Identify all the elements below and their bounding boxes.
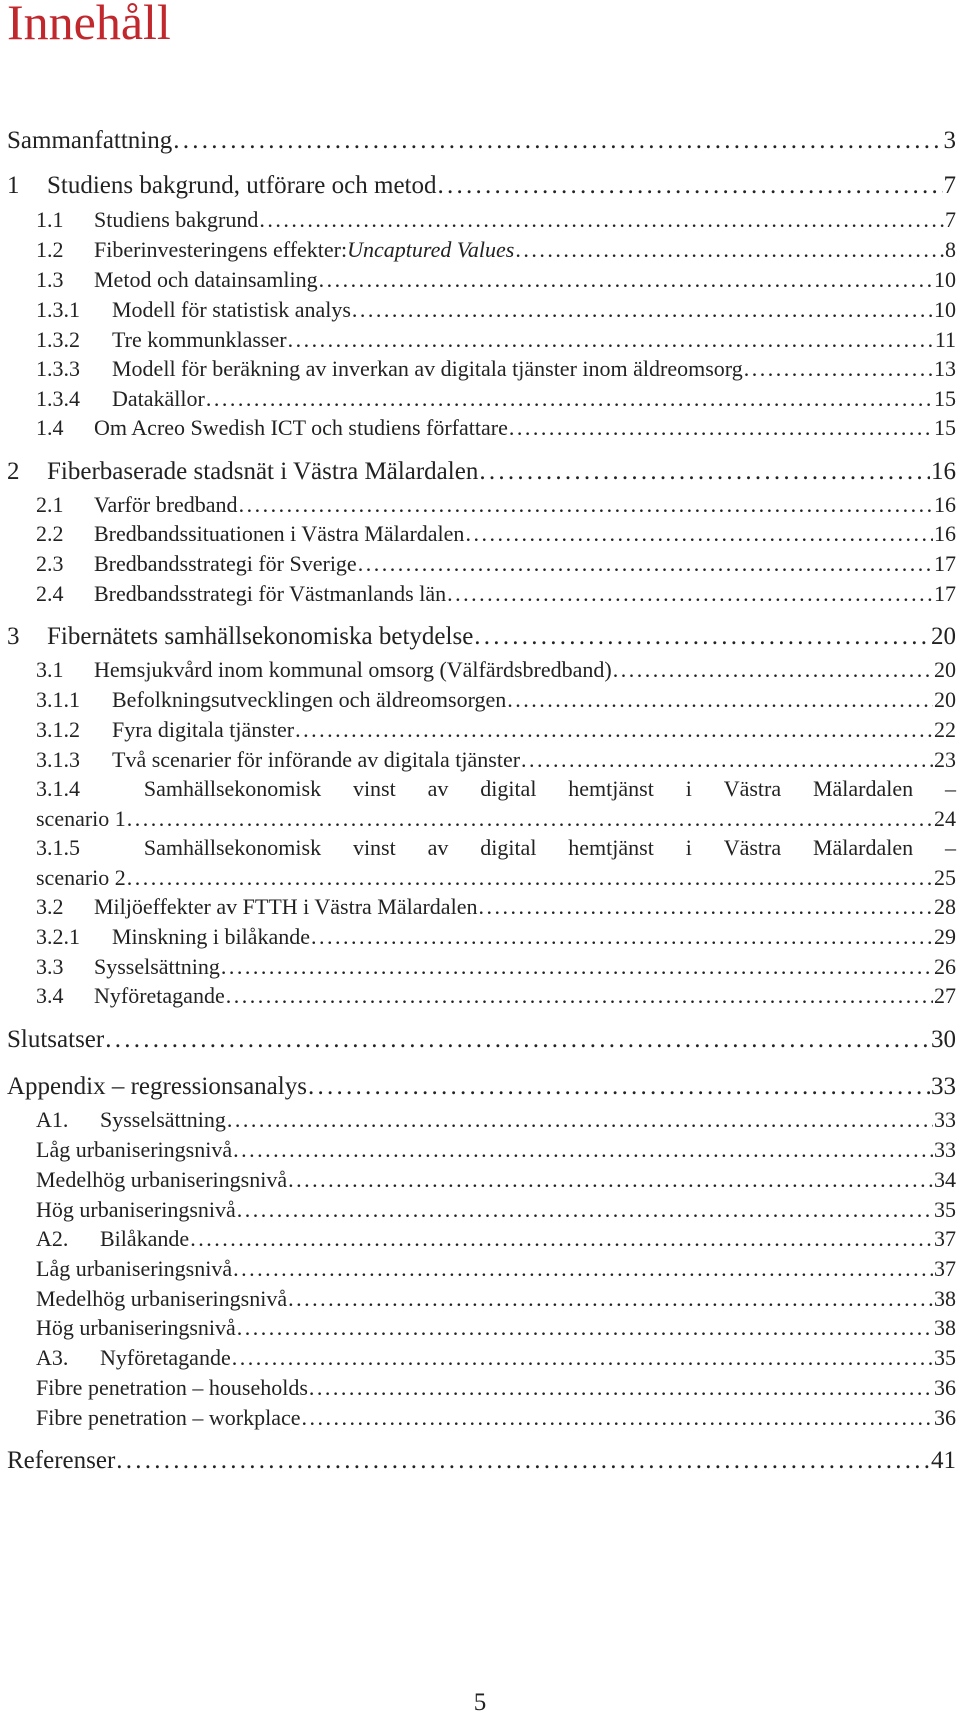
toc-entry-number: 3.1.2 xyxy=(36,717,80,742)
toc-entry-word: Västra xyxy=(723,776,782,801)
dot-leader xyxy=(509,415,933,441)
toc-entry-page: 7 xyxy=(945,207,956,232)
toc-entry[interactable] xyxy=(0,835,956,891)
toc-entry[interactable] xyxy=(0,237,956,263)
toc-entry[interactable] xyxy=(0,207,956,233)
dot-leader xyxy=(116,1446,930,1476)
toc-entry[interactable] xyxy=(0,983,956,1009)
toc-entry[interactable] xyxy=(0,954,956,980)
toc-entry-number: A3. xyxy=(36,1345,69,1370)
toc-entry-page: 15 xyxy=(934,415,956,440)
toc-entry[interactable] xyxy=(0,1197,956,1223)
toc-entry-page: 28 xyxy=(934,894,956,919)
toc-entry-page: 24 xyxy=(934,806,956,831)
dot-leader xyxy=(233,1137,933,1163)
toc-entry-page: 33 xyxy=(931,1073,956,1100)
dot-leader xyxy=(507,687,933,713)
toc-entry-page: 25 xyxy=(934,865,956,890)
toc-entry-label: Hög urbaniseringsnivå xyxy=(36,1315,236,1340)
toc-entry[interactable] xyxy=(0,1107,956,1133)
toc-entry-page: 26 xyxy=(934,954,956,979)
toc-entry-page: 38 xyxy=(934,1286,956,1311)
dot-leader xyxy=(319,267,933,293)
toc-entry-label: Studiens bakgrund, utförare och metod xyxy=(47,172,437,199)
toc-entry-number: 1.1 xyxy=(36,207,64,232)
toc-entry-number: 3.2 xyxy=(36,894,64,919)
dot-leader xyxy=(239,492,933,518)
toc-entry-number: 3.2.1 xyxy=(36,924,80,949)
toc-entry-number: 3 xyxy=(7,623,20,650)
dot-leader xyxy=(447,581,933,607)
toc-entry-number: 3.1.4 xyxy=(36,776,80,801)
toc-entry-number: 3.1.3 xyxy=(36,747,80,772)
toc-entry-page: 16 xyxy=(934,492,956,517)
toc-entry-number: 1.3.3 xyxy=(36,356,80,381)
toc-entry-number: 3.3 xyxy=(36,954,64,979)
toc-entry[interactable] xyxy=(0,1025,956,1055)
toc-entry-page: 22 xyxy=(934,717,956,742)
toc-entry-word: i xyxy=(685,835,692,860)
dot-leader xyxy=(259,207,944,233)
toc-entry-number: A2. xyxy=(36,1226,69,1251)
toc-entry-label: Medelhög urbaniseringsnivå xyxy=(36,1286,288,1311)
dot-leader xyxy=(105,1025,930,1055)
toc-entry-number: 1.3 xyxy=(36,267,64,292)
toc-entry-label: Hemsjukvård inom kommunal omsorg (Välfärdsbredband) xyxy=(94,657,612,682)
toc-entry-word: av xyxy=(427,835,449,860)
dot-leader xyxy=(288,1286,933,1312)
dot-leader xyxy=(302,1405,933,1431)
toc-entry-word: vinst xyxy=(352,776,396,801)
toc-entry-number: 3.4 xyxy=(36,983,64,1008)
toc-entry-label: Nyföretagande xyxy=(94,983,225,1008)
toc-entry[interactable] xyxy=(0,1226,956,1252)
toc-entry-label: Låg urbaniseringsnivå xyxy=(36,1256,233,1281)
toc-entry-page: 30 xyxy=(931,1026,956,1053)
toc-entry-label: Nyföretagande xyxy=(100,1345,231,1370)
dot-leader xyxy=(227,1107,933,1133)
toc-entry[interactable] xyxy=(0,267,956,293)
dot-leader xyxy=(479,457,930,487)
toc-entry[interactable] xyxy=(0,327,956,353)
toc-entry[interactable] xyxy=(0,1375,956,1401)
toc-entry-word: Samhällsekonomisk xyxy=(143,835,322,860)
dot-leader xyxy=(613,657,933,683)
toc-entry-page: 33 xyxy=(934,1107,956,1132)
dot-leader xyxy=(237,1315,933,1341)
toc-entry[interactable] xyxy=(0,492,956,518)
toc-entry-page: 11 xyxy=(934,327,956,352)
toc-entry-number: A1. xyxy=(36,1107,69,1132)
dot-leader xyxy=(127,865,933,891)
toc-entry-label: Modell för beräkning av inverkan av digitala tjänster inom äldreomsorg xyxy=(112,356,743,381)
toc-entry[interactable] xyxy=(0,622,956,652)
toc-entry[interactable] xyxy=(0,551,956,577)
toc-entry-label: Medelhög urbaniseringsnivå xyxy=(36,1167,288,1192)
toc-entry[interactable] xyxy=(0,1446,956,1476)
toc-entry-page: 3 xyxy=(943,127,956,154)
toc-entry[interactable] xyxy=(0,687,956,713)
toc-entry[interactable] xyxy=(0,924,956,950)
toc-entry-page: 17 xyxy=(934,551,956,576)
toc-entry[interactable] xyxy=(0,657,956,683)
dot-leader xyxy=(288,327,934,353)
toc-entry-page: 34 xyxy=(934,1167,956,1192)
toc-entry-word: Samhällsekonomisk xyxy=(143,776,322,801)
toc-entry-page: 37 xyxy=(934,1226,956,1251)
toc-entry-label: Sysselsättning xyxy=(100,1107,226,1132)
dot-leader xyxy=(127,806,933,832)
toc-entry-label: Metod och datainsamling xyxy=(94,267,318,292)
toc-entry-label: Modell för statistisk analys xyxy=(112,297,351,322)
toc-entry-page: 8 xyxy=(945,237,956,262)
toc-entry-label: Bredbandssituationen i Västra Mälardalen xyxy=(94,521,465,546)
toc-entry-label: Studiens bakgrund xyxy=(94,207,259,232)
toc-entry-label: Fyra digitala tjänster xyxy=(112,717,295,742)
toc-entry-label: Fiberbaserade stadsnät i Västra Mälardalen xyxy=(47,458,479,485)
toc-entry-label: Slutsatser xyxy=(7,1026,105,1053)
toc-entry[interactable] xyxy=(0,356,956,382)
toc-entry-label: Låg urbaniseringsnivå xyxy=(36,1137,233,1162)
toc-entry-page: 36 xyxy=(934,1405,956,1430)
toc-entry-label: Bilåkande xyxy=(100,1226,190,1251)
toc-entry-word: i xyxy=(685,776,692,801)
toc-entry-page: 16 xyxy=(931,458,956,485)
toc-entry[interactable] xyxy=(0,1256,956,1282)
toc-entry-word: vinst xyxy=(352,835,396,860)
toc-entry-number: 2.1 xyxy=(36,492,64,517)
toc-entry-label: Referenser xyxy=(7,1447,116,1474)
dot-leader xyxy=(232,1345,933,1371)
toc-entry-label: Sammanfattning xyxy=(7,127,173,154)
toc-entry-number: 1 xyxy=(7,172,20,199)
toc-entry[interactable] xyxy=(0,457,956,487)
toc-entry-page: 15 xyxy=(934,386,956,411)
toc-entry-word: Mälardalen xyxy=(812,835,914,860)
dot-leader xyxy=(308,1072,930,1102)
toc-entry-label: Fibre penetration – workplace xyxy=(36,1405,301,1430)
toc-entry-label: Fiberinvesteringens effekter: xyxy=(94,237,348,262)
toc-entry[interactable] xyxy=(0,1137,956,1163)
toc-entry-label: Miljöeffekter av FTTH i Västra Mälardalen xyxy=(94,894,478,919)
dot-leader xyxy=(311,924,933,950)
dot-leader xyxy=(295,717,933,743)
dot-leader xyxy=(358,551,933,577)
toc-entry-page: 38 xyxy=(934,1315,956,1340)
toc-entry-label: Fibre penetration – households xyxy=(36,1375,308,1400)
toc-entry[interactable] xyxy=(0,776,956,832)
dot-leader xyxy=(173,126,942,156)
page-number: 5 xyxy=(473,1689,487,1716)
toc-entry-page: 37 xyxy=(934,1256,956,1281)
toc-entry-page: 20 xyxy=(931,623,956,650)
toc-entry-label: scenario 2 xyxy=(36,865,126,890)
dot-leader xyxy=(309,1375,933,1401)
toc-entry-label: Appendix – regressionsanalys xyxy=(7,1073,307,1100)
toc-entry-label: scenario 1 xyxy=(36,806,126,831)
dot-leader xyxy=(744,356,933,382)
toc-entry-number: 2.3 xyxy=(36,551,64,576)
toc-entry[interactable] xyxy=(0,126,956,156)
toc-entry-page: 20 xyxy=(934,687,956,712)
toc-entry-label: Om Acreo Swedish ICT och studiens författare xyxy=(94,415,508,440)
dot-leader xyxy=(515,237,944,263)
toc-entry[interactable] xyxy=(0,894,956,920)
toc-entry-number: 1.2 xyxy=(36,237,64,262)
toc-entry[interactable] xyxy=(0,171,956,201)
dot-leader xyxy=(438,171,943,201)
toc-entry-number: 3.1 xyxy=(36,657,64,682)
toc-entry-page: 13 xyxy=(934,356,956,381)
toc-entry-label: Hög urbaniseringsnivå xyxy=(36,1197,236,1222)
toc-entry[interactable] xyxy=(0,1405,956,1431)
toc-entry-word: hemtjänst xyxy=(568,776,654,801)
dot-leader xyxy=(521,747,933,773)
toc-entry-page: 23 xyxy=(934,747,956,772)
toc-entry[interactable] xyxy=(0,581,956,607)
toc-entry[interactable] xyxy=(0,521,956,547)
toc-entry-label: Fibernätets samhällsekonomiska betydelse xyxy=(47,623,474,650)
dot-leader xyxy=(474,622,930,652)
toc-entry[interactable] xyxy=(0,386,956,412)
toc-entry-number: 3.1.5 xyxy=(36,835,80,860)
dot-leader xyxy=(288,1167,933,1193)
toc-entry-number: 1.3.4 xyxy=(36,386,80,411)
toc-entry-page: 27 xyxy=(934,983,956,1008)
toc-entry[interactable] xyxy=(0,415,956,441)
dot-leader xyxy=(221,954,933,980)
dot-leader xyxy=(233,1256,933,1282)
toc-entry[interactable] xyxy=(0,1286,956,1312)
dot-leader xyxy=(206,386,933,412)
toc-entry[interactable] xyxy=(0,1167,956,1193)
dot-leader xyxy=(237,1197,933,1223)
toc-entry-page: 41 xyxy=(931,1447,956,1474)
toc-entry[interactable] xyxy=(0,1072,956,1102)
toc-entry-number: 2 xyxy=(7,458,20,485)
toc-entry-number: 1.4 xyxy=(36,415,64,440)
toc-entry-label: Varför bredband xyxy=(94,492,238,517)
toc-entry-label: Sysselsättning xyxy=(94,954,220,979)
toc-entry[interactable] xyxy=(0,747,956,773)
toc-entry-label: Minskning i bilåkande xyxy=(112,924,310,949)
toc-entry[interactable] xyxy=(0,717,956,743)
toc-entry-label: Bredbandsstrategi för Sverige xyxy=(94,551,357,576)
toc-entry-number: 1.3.1 xyxy=(36,297,80,322)
toc-entry-word: av xyxy=(427,776,449,801)
toc-entry[interactable] xyxy=(0,1345,956,1371)
toc-entry-number: 2.4 xyxy=(36,581,64,606)
dot-leader xyxy=(190,1226,933,1252)
toc-entry-word: – xyxy=(945,835,956,860)
toc-heading: Innehåll xyxy=(7,0,171,50)
toc-entry-page: 10 xyxy=(934,297,956,322)
toc-entry-page: 16 xyxy=(934,521,956,546)
toc-entry-page: 36 xyxy=(934,1375,956,1400)
toc-entry-label: Bredbandsstrategi för Västmanlands län xyxy=(94,581,447,606)
toc-entry-label-italic: Uncaptured Values xyxy=(347,237,515,262)
toc-entry-label: Tre kommunklasser xyxy=(112,327,287,352)
toc-entry-page: 35 xyxy=(934,1345,956,1370)
toc-entry-word: digital xyxy=(480,776,537,801)
toc-entry-label: Datakällor xyxy=(112,386,205,411)
toc-entry-page: 7 xyxy=(943,172,956,199)
toc-entry-number: 1.3.2 xyxy=(36,327,80,352)
dot-leader xyxy=(226,983,933,1009)
toc-entry-page: 20 xyxy=(934,657,956,682)
toc-entry-word: Mälardalen xyxy=(812,776,914,801)
dot-leader xyxy=(465,521,933,547)
toc-entry-page: 17 xyxy=(934,581,956,606)
toc-entry-word: – xyxy=(945,776,956,801)
toc-entry-word: Västra xyxy=(723,835,782,860)
toc-entry-page: 33 xyxy=(934,1137,956,1162)
toc-entry[interactable] xyxy=(0,297,956,323)
toc-entry-number: 2.2 xyxy=(36,521,64,546)
dot-leader xyxy=(352,297,933,323)
toc-entry-page: 35 xyxy=(934,1197,956,1222)
toc-entry-number: 3.1.1 xyxy=(36,687,80,712)
toc-entry-page: 29 xyxy=(934,924,956,949)
toc-entry[interactable] xyxy=(0,1315,956,1341)
toc-entry-word: hemtjänst xyxy=(568,835,654,860)
dot-leader xyxy=(478,894,933,920)
toc-entry-word: digital xyxy=(480,835,537,860)
toc-entry-label: Två scenarier för införande av digitala tjänster xyxy=(112,747,521,772)
toc-entry-page: 10 xyxy=(934,267,956,292)
toc-entry-label: Befolkningsutvecklingen och äldreomsorgen xyxy=(112,687,507,712)
